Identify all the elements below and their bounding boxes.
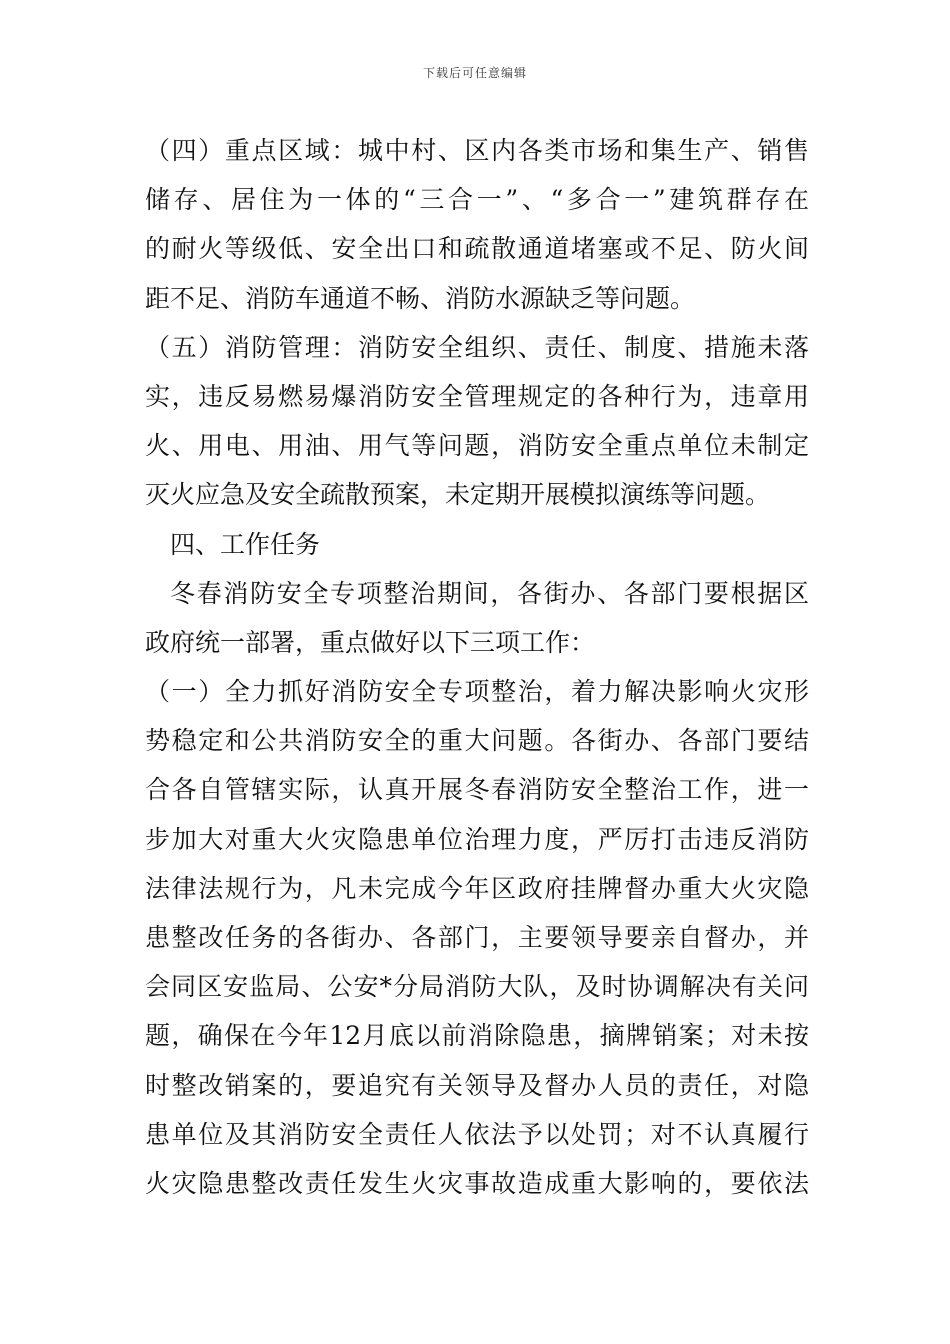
text-line: 灭火应急及安全疏散预案，未定期开展模拟演练等问题。 (145, 480, 771, 510)
text-line: 步加大对重大火灾隐患单位治理力度，严厉打击违反消防 (145, 824, 809, 854)
text-line: 政府统一部署，重点做好以下三项工作： (145, 627, 596, 657)
text-line: 患单位及其消防安全责任人依法予以处罚；对不认真履行 (145, 1119, 809, 1149)
text-line: 时整改销案的，要追究有关领导及督办人员的责任，对隐 (145, 1070, 809, 1100)
text-line: 冬春消防安全专项整治期间，各街办、各部门要根据区 (170, 578, 809, 608)
page-header: 下载后可任意编辑 (422, 66, 527, 80)
text-line: （五）消防管理：消防安全组织、责任、制度、措施未落 (145, 332, 809, 362)
text-line: 的耐火等级低、安全出口和疏散通道堵塞或不足、防火间 (145, 234, 809, 264)
text-line: 势稳定和公共消防安全的重大问题。各街办、各部门要结 (145, 726, 809, 756)
text-line: 储存、居住为一体的“三合一”、“多合一”建筑群存在 (145, 185, 809, 215)
text-line: 法律法规行为，凡未完成今年区政府挂牌督办重大火灾隐 (145, 873, 809, 903)
text-line: 合各自管辖实际，认真开展冬春消防安全整治工作，进一 (145, 775, 809, 805)
text-line: 会同区安监局、公安*分局消防大队，及时协调解决有关问 (145, 972, 809, 1002)
text-line: 实，违反易燃易爆消防安全管理规定的各种行为，违章用 (145, 381, 809, 411)
text-line: （一）全力抓好消防安全专项整治，着力解决影响火灾形 (145, 677, 809, 707)
text-line: 火、用电、用油、用气等问题，消防安全重点单位未制定 (145, 431, 809, 461)
text-line: 患整改任务的各街办、各部门，主要领导要亲自督办，并 (145, 923, 809, 952)
document-body (145, 126, 809, 1208)
section-heading: 四、工作任务 (170, 529, 321, 559)
text-line: 距不足、消防车通道不畅、消防水源缺乏等问题。 (145, 283, 696, 313)
text-line: （四）重点区域：城中村、区内各类市场和集生产、销售 (145, 136, 809, 165)
text-line: 火灾隐患整改责任发生火灾事故造成重大影响的，要依法 (145, 1168, 809, 1198)
text-line: 题，确保在今年12月底以前消除隐患，摘牌销案；对未按 (145, 1021, 809, 1051)
